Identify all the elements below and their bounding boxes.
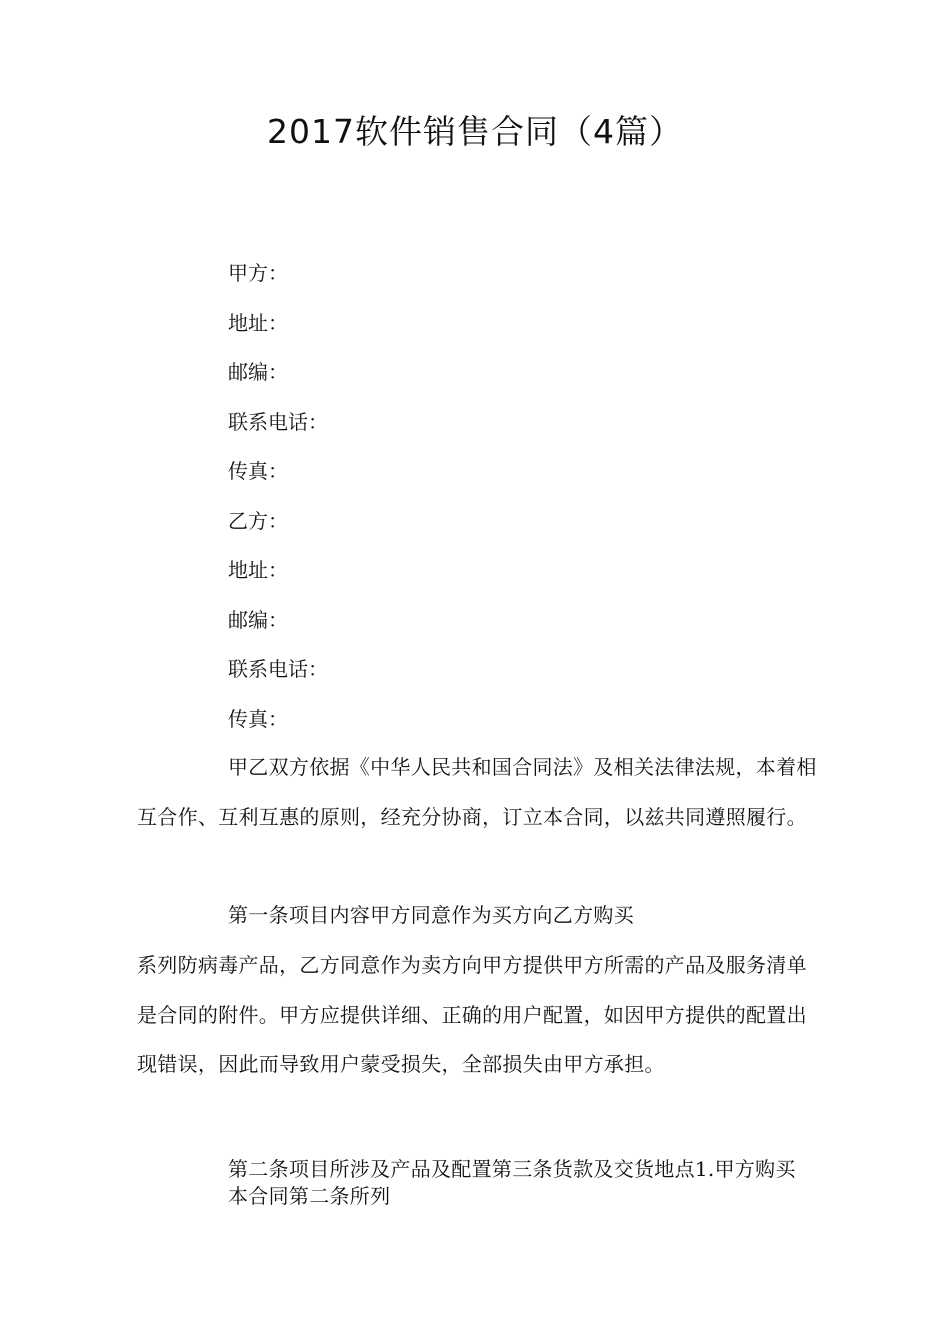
party-a-phone-label: 联系电话： (228, 410, 328, 434)
party-a-postcode-label: 邮编： (228, 360, 288, 384)
article-1-first-line: 第一条项目内容甲方同意作为买方向乙方购买 (228, 903, 634, 927)
party-b-postcode-label: 邮编： (228, 608, 288, 632)
party-a-fax-label: 传真： (228, 459, 288, 483)
party-a-name-label: 甲方： (228, 261, 288, 285)
party-b-phone-label: 联系电话： (228, 657, 328, 681)
document-title: 2017软件销售合同（4篇） (267, 112, 683, 151)
party-b-address-label: 地址： (228, 558, 288, 582)
party-b-name-label: 乙方： (228, 509, 288, 533)
party-b-fax-label: 传真： (228, 707, 288, 731)
preamble-paragraph: 甲乙双方依据《中华人民共和国合同法》及相关法律法规，本着相互合作、互利互惠的原则，经充分协商，订立本合同，以兹共同遵照履行。 (137, 755, 817, 829)
article-1-paragraph: 系列防病毒产品，乙方同意作为卖方向甲方提供甲方所需的产品及服务清单是合同的附件。甲方应提供详细、正确的用户配置，如因甲方提供的配置出现错误，因此而导致用户蒙受损失，全部损失由甲方承担。 (137, 953, 807, 1076)
article-2-paragraph: 第二条项目所涉及产品及配置第三条货款及交货地点1.甲方购买本合同第二条所列 (228, 1157, 796, 1208)
party-a-address-label: 地址： (228, 311, 288, 335)
